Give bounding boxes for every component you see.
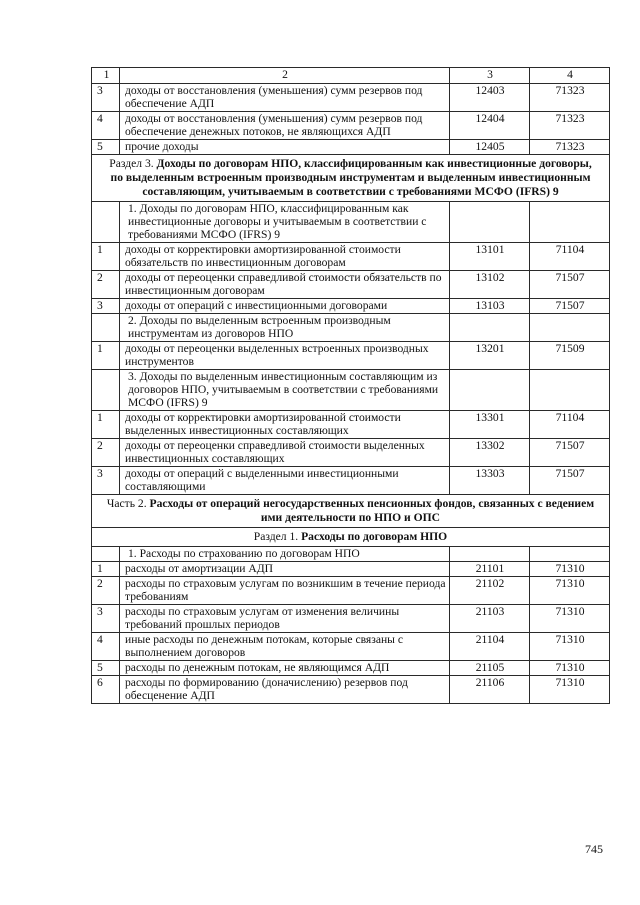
row-description: иные расходы по денежным потокам, которые связаны с выполнением договоров bbox=[120, 633, 450, 661]
row-account: 71507 bbox=[530, 271, 610, 299]
table-row bbox=[92, 271, 610, 299]
row-description: доходы от корректировки амортизированной стоимости выделенных инвестиционных составляющих bbox=[120, 411, 450, 439]
row-code: 13103 bbox=[450, 299, 530, 314]
empty-cell bbox=[92, 547, 120, 562]
row-code: 21106 bbox=[450, 676, 530, 704]
row-account: 71507 bbox=[530, 299, 610, 314]
document-table bbox=[91, 67, 610, 704]
row-description: расходы по страховым услугам от изменения величины требований прошлых периодов bbox=[120, 605, 450, 633]
group-heading-row bbox=[92, 370, 610, 411]
row-number: 1 bbox=[92, 342, 120, 370]
row-number: 6 bbox=[92, 676, 120, 704]
row-description: расходы по формированию (доначислению) резервов под обесценение АДП bbox=[120, 676, 450, 704]
row-code: 12403 bbox=[450, 84, 530, 112]
row-account: 71323 bbox=[530, 84, 610, 112]
row-code: 12404 bbox=[450, 112, 530, 140]
row-account: 71310 bbox=[530, 605, 610, 633]
row-description: доходы от операций с выделенными инвестиционными составляющими bbox=[120, 467, 450, 495]
row-account: 71310 bbox=[530, 676, 610, 704]
group-heading-row bbox=[92, 314, 610, 342]
row-code: 13201 bbox=[450, 342, 530, 370]
table-row bbox=[92, 299, 610, 314]
table-row bbox=[92, 467, 610, 495]
part-2-heading bbox=[92, 495, 610, 528]
header-col-2: 2 bbox=[120, 68, 450, 84]
row-number: 3 bbox=[92, 605, 120, 633]
row-account: 71323 bbox=[530, 140, 610, 155]
table-row bbox=[92, 342, 610, 370]
row-number: 2 bbox=[92, 577, 120, 605]
row-account: 71509 bbox=[530, 342, 610, 370]
row-description: доходы от корректировки амортизированной стоимости обязательств по инвестиционным договорам bbox=[120, 243, 450, 271]
row-number: 2 bbox=[92, 271, 120, 299]
row-account: 71310 bbox=[530, 577, 610, 605]
group-heading-row bbox=[92, 547, 610, 562]
row-code: 12405 bbox=[450, 140, 530, 155]
table-row bbox=[92, 577, 610, 605]
row-number: 5 bbox=[92, 140, 120, 155]
section-3-row bbox=[92, 155, 610, 202]
empty-cell bbox=[530, 202, 610, 243]
row-description: доходы от операций с инвестиционными договорами bbox=[120, 299, 450, 314]
table-row bbox=[92, 84, 610, 112]
row-number: 4 bbox=[92, 633, 120, 661]
group-3-3-title: 3. Доходы по выделенным инвестиционным составляющим из договоров НПО, учитываемым в соответствии с требованиями МСФО (IFRS) 9 bbox=[120, 370, 450, 411]
row-code: 21105 bbox=[450, 661, 530, 676]
row-number: 3 bbox=[92, 84, 120, 112]
row-account: 71507 bbox=[530, 467, 610, 495]
row-number: 3 bbox=[92, 299, 120, 314]
row-account: 71104 bbox=[530, 411, 610, 439]
row-number: 1 bbox=[92, 243, 120, 271]
empty-cell bbox=[92, 202, 120, 243]
empty-cell bbox=[530, 547, 610, 562]
page-number: 745 bbox=[585, 842, 603, 856]
empty-cell bbox=[530, 314, 610, 342]
table-row bbox=[92, 439, 610, 467]
section-1-heading bbox=[92, 528, 610, 547]
row-description: доходы от переоценки справедливой стоимости обязательств по инвестиционным договорам bbox=[120, 271, 450, 299]
header-col-1: 1 bbox=[92, 68, 120, 84]
row-description: доходы от переоценки справедливой стоимости выделенных инвестиционных составляющих bbox=[120, 439, 450, 467]
row-number: 4 bbox=[92, 112, 120, 140]
table-row bbox=[92, 140, 610, 155]
group-1-1-title: 1. Расходы по страхованию по договорам НПО bbox=[120, 547, 450, 562]
part-2-prefix: Часть 2. bbox=[106, 497, 150, 510]
row-number: 1 bbox=[92, 411, 120, 439]
empty-cell bbox=[530, 370, 610, 411]
row-account: 71310 bbox=[530, 633, 610, 661]
row-account: 71507 bbox=[530, 439, 610, 467]
row-description: расходы от амортизации АДП bbox=[120, 562, 450, 577]
row-code: 13303 bbox=[450, 467, 530, 495]
section-1-row bbox=[92, 528, 610, 547]
row-account: 71310 bbox=[530, 562, 610, 577]
table-row bbox=[92, 112, 610, 140]
part-2-row bbox=[92, 495, 610, 528]
group-heading-row bbox=[92, 202, 610, 243]
row-number: 5 bbox=[92, 661, 120, 676]
section-1-title: Расходы по договорам НПО bbox=[301, 530, 448, 543]
header-col-3: 3 bbox=[450, 68, 530, 84]
row-account: 71323 bbox=[530, 112, 610, 140]
row-code: 13101 bbox=[450, 243, 530, 271]
row-description: доходы от переоценки выделенных встроенных производных инструментов bbox=[120, 342, 450, 370]
table-row bbox=[92, 243, 610, 271]
empty-cell bbox=[450, 547, 530, 562]
empty-cell bbox=[92, 370, 120, 411]
section-1-prefix: Раздел 1. bbox=[253, 530, 302, 543]
row-code: 21102 bbox=[450, 577, 530, 605]
empty-cell bbox=[450, 370, 530, 411]
row-code: 21101 bbox=[450, 562, 530, 577]
row-number: 1 bbox=[92, 562, 120, 577]
row-code: 21103 bbox=[450, 605, 530, 633]
header-col-4: 4 bbox=[530, 68, 610, 84]
table-row bbox=[92, 633, 610, 661]
row-code: 13301 bbox=[450, 411, 530, 439]
row-description: прочие доходы bbox=[120, 140, 450, 155]
group-3-2-title: 2. Доходы по выделенным встроенным производным инструментам из договоров НПО bbox=[120, 314, 450, 342]
table-row bbox=[92, 661, 610, 676]
table-header-row bbox=[92, 68, 610, 84]
section-3-title: Доходы по договорам НПО, классифицированным как инвестиционные договоры, по выделенным встроенным производным инструментам и выделенным инвестиционным составляющим, учитываемым в соответствии с требованиями МСФО (IFRS) 9 bbox=[110, 157, 592, 198]
group-3-1-title: 1. Доходы по договорам НПО, классифицированным как инвестиционные договоры и учитываемым в соответствии с требованиями МСФО (IFRS) 9 bbox=[120, 202, 450, 243]
row-number: 3 bbox=[92, 467, 120, 495]
row-description: расходы по денежным потокам, не являющимся АДП bbox=[120, 661, 450, 676]
table-row bbox=[92, 676, 610, 704]
row-code: 21104 bbox=[450, 633, 530, 661]
row-description: расходы по страховым услугам по возникшим в течение периода требованиям bbox=[120, 577, 450, 605]
row-account: 71104 bbox=[530, 243, 610, 271]
empty-cell bbox=[92, 314, 120, 342]
section-3-heading bbox=[92, 155, 610, 202]
table-row bbox=[92, 605, 610, 633]
section-3-prefix: Раздел 3. bbox=[109, 157, 157, 170]
row-code: 13102 bbox=[450, 271, 530, 299]
row-description: доходы от восстановления (уменьшения) сумм резервов под обеспечение АДП bbox=[120, 84, 450, 112]
row-account: 71310 bbox=[530, 661, 610, 676]
table-row bbox=[92, 562, 610, 577]
row-description: доходы от восстановления (уменьшения) сумм резервов под обеспечение денежных потоков, не являющихся АДП bbox=[120, 112, 450, 140]
part-2-title: Расходы от операций негосударственных пенсионных фондов, связанных с ведением ими деятельности по НПО и ОПС bbox=[149, 497, 595, 524]
row-number: 2 bbox=[92, 439, 120, 467]
row-code: 13302 bbox=[450, 439, 530, 467]
table-row bbox=[92, 411, 610, 439]
empty-cell bbox=[450, 202, 530, 243]
empty-cell bbox=[450, 314, 530, 342]
